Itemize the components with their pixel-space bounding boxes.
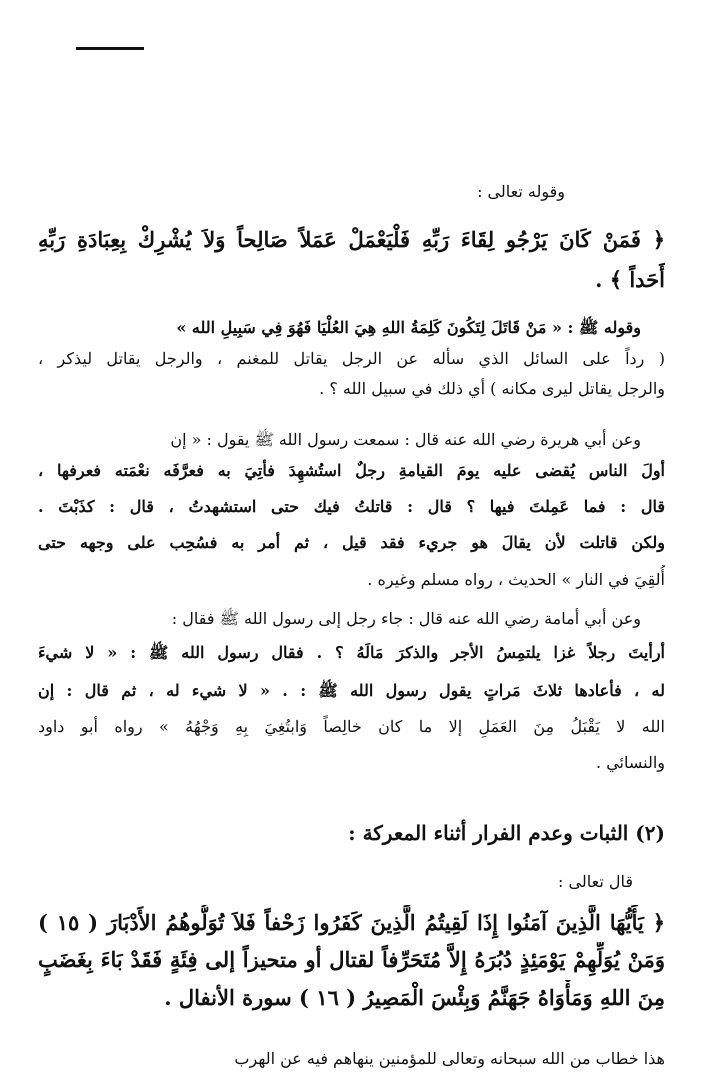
- paragraph-line: وعن أبي هريرة رضي الله عنه قال : سمعت رسول الله ﷺ يقول : « إن: [170, 430, 641, 449]
- verse-line: مِنَ اللهِ وَمَأْوَاهُ جَهَنَّمُ وَبِئْسَ الْمَصِيرُ ( ١٦ ) سورة الأنفال .: [164, 985, 665, 1010]
- hadith-line: قال : فما عَمِلتَ فيها ؟ قال : قاتلتُ فيك حتى استشهدتُ ، قال : كذَبْتَ .: [38, 497, 665, 516]
- verse-line: أَحَداً ﴾ .: [595, 267, 665, 292]
- paragraph-line: وعن أبي أمامة رضي الله عنه قال : جاء رجل إلى رسول الله ﷺ فقال :: [171, 609, 641, 628]
- paragraph-line: هذا خطاب من الله سبحانه وتعالى للمؤمنين ينهاهم فيه عن الهرب: [234, 1049, 665, 1068]
- intro-line: وقوله تعالى :: [477, 182, 565, 201]
- section-heading: (٢) الثبات وعدم الفرار أثناء المعركة :: [348, 821, 665, 845]
- hadith-line: له ، فأعادها ثلاثَ مَراتٍ يقول رسول الله ﷺ : . « لا شيء له ، ثم قال : إن: [38, 681, 665, 700]
- intro-line: قال تعالى :: [558, 872, 633, 891]
- paragraph-line: الله لا يَقْبَلُ مِنَ العَمَلِ إلا ما كان خالِصاً وَابتُغِيَ بِهِ وَجْهُهُ » رواه أبو داود: [38, 717, 665, 736]
- hadith-line: أولَ الناس يُقضى عليه يومَ القيامةِ رجلٌ استُشهِدَ فأتِيَ به فعرَّفَه نعْمَته فعرفها ،: [38, 461, 665, 480]
- paragraph-line: أُلقِيَ في النار » الحديث ، رواه مسلم وغيره .: [367, 570, 665, 589]
- hadith-line: أرأيتَ رجلاً غزا يلتمِسُ الأجر والذكرَ مَالَهُ ؟ . فقال رسول الله ﷺ : « لا شيءَ: [38, 643, 665, 662]
- paragraph-line: والرجل يقاتل ليرى مكانه ) أي ذلك في سبيل الله ؟ .: [319, 379, 665, 398]
- paragraph-line: والنسائي .: [596, 753, 665, 772]
- hadith-line: وقوله ﷺ : « مَنْ قَاتَلَ لِتَكُونَ كَلِمَةُ اللهِ هِيَ العُلْيَا فَهُوَ فِي سَبِيلِ الله »: [176, 318, 641, 337]
- verse-line: ﴿ فَمَنْ كَانَ يَرْجُو لِقَاءَ رَبِّهِ فَلْيَعْمَلْ عَمَلاً صَالِحاً وَلاَ يُشْرِكْ بِعِبَادَةِ رَبِّهِ: [38, 227, 665, 252]
- verse-line: ﴿ يَأَيُّهَا الَّذِينَ آمَنُوا إِذَا لَقِيتُمُ الَّذِينَ كَفَرُوا زَحْفاً فَلاَ تُوَلُّوهُمُ الأَدْبَارَ ( ١٥ ): [38, 910, 665, 935]
- header-rule: [76, 47, 144, 50]
- paragraph-line: ( رداً على السائل الذي سأله عن الرجل يقاتل للمغنم ، والرجل يقاتل ليذكر ،: [38, 349, 665, 368]
- verse-line: وَمَنْ يُوَلِّهِمْ يَوْمَئِذٍ دُبُرَهُ إِلاَّ مُتَحَرِّفاً لقتال أو متحيزاً إلى فِئَةٍ فَقَدْ بَاءَ بِغَضَبٍ: [38, 947, 665, 972]
- hadith-line: ولكن قاتلت لأن يقالَ هو جريء فقد قيل ، ثم أمر به فسُحِب على وجهه حتى: [38, 533, 665, 552]
